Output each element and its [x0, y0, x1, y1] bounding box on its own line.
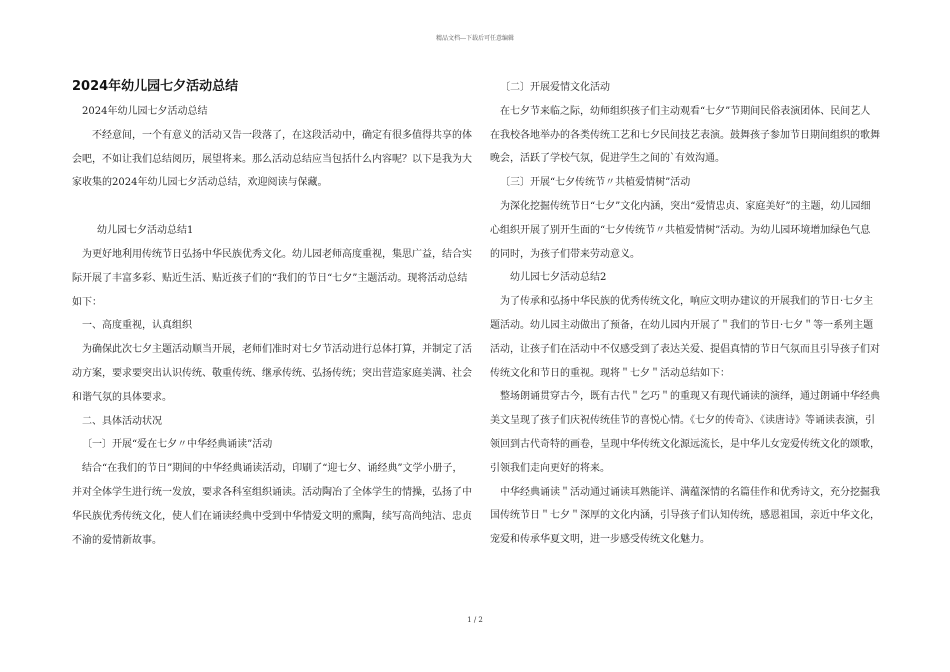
subheading-importance: 一、高度重视，认真组织 — [82, 320, 192, 332]
intro-paragraph: 不经意间，一个有意义的活动又告一段落了，在这段活动中，确定有很多值得共享的体会吧，不如让我们总结阅历，展望将来。那么活动总结应当包括什么内容呢？以下是我为大家收集的2024年幼儿园七夕活动总结，欢迎阅读与保藏。 — [72, 129, 472, 189]
paragraph-1: 为更好地利用传统节日弘扬中华民族优秀文化。幼儿园老师高度重视，集思广益，结合实际开展了丰富多彩、贴近生活、贴近孩子们的“我们的节日“七夕”主题活动。现将活动总结如下： — [72, 248, 472, 308]
paragraph-3: 结合“在我们的节日”期间的中华经典诵读活动，印刷了“迎七夕、诵经典”文学小册子，并对全体学生进行统一发放，要求各科室组织诵读。活动陶冶了全体学生的情操，弘扬了中华民族优秀传统文化，使人们在诵读经典中受到中华情爱文明的熏陶，续写高尚纯洁、忠贞不渝的爱情新故事。 — [72, 463, 472, 546]
page-number: 1 / 2 — [467, 616, 483, 624]
paragraph-7: 整场朗诵贯穿古今，既有古代＂乞巧＂的重现又有现代诵读的演绎，通过朗诵中华经典美文呈现了孩子们庆祝传统佳节的喜悦心情。《七夕的传奇》、《读唐诗》等诵读表演，引领回到古代奇特的画卷，呈现中华传统文化源远流长，是中华儿女宠爱传统文化的颂歌，引领我们走向更好的将来。 — [490, 391, 880, 474]
paragraph-2: 为确保此次七夕主题活动顺当开展，老师们准时对七夕节活动进行总体打算，并制定了活动方案，要求要突出认识传统、敬重传统、继承传统、弘扬传统；突出营造家庭美满、社会和谐气氛的具体要求。 — [72, 344, 472, 403]
subheading-love-tree: 〔三〕开展“七夕传统节〃共植爱情树”活动 — [500, 177, 691, 189]
paragraph-5: 为深化挖掘传统节日“七夕”文化内涵，突出“爱情忠贞、家庭美好”的主题，幼儿园细心组织开展了别开生面的“七夕传统节〃共植爱情树”活动。为幼儿园环境增加绿色气息的同时，为孩子们带来劳动意义。 — [490, 200, 871, 260]
left-column — [72, 76, 472, 552]
section-heading-1: 幼儿园七夕活动总结1 — [97, 225, 194, 237]
paragraph-4: 在七夕节来临之际，幼师组织孩子们主动观看“七夕”节期间民俗表演团体、民间艺人在我校各地举办的各类传统工艺和七夕民间技艺表演。鼓舞孩子参加节日期间组织的歌舞晚会，活跃了学校气氛，促进学生之间的`有效沟通。 — [490, 105, 880, 165]
subheading-love-culture: 〔二〕开展爱情文化活动 — [500, 82, 610, 93]
subheading-reading-activity: 〔一〕开展“爱在七夕〃中华经典诵读”活动 — [82, 439, 273, 451]
page-header-note: 精品文档---下载后可任意编辑 — [435, 35, 515, 42]
document-subtitle: 2024年幼儿园七夕活动总结 — [82, 106, 208, 117]
right-column — [490, 76, 880, 552]
paragraph-6: 为了传承和弘扬中华民族的优秀传统文化，响应文明办建议的开展我们的节日·七夕主题活动。幼儿园主动做出了预备，在幼儿园内开展了＂我们的节日·七夕＂等一系列主题活动，让孩子们在活动中不仅感受到了表达关爱、提倡真情的节日气氛而且引导孩子们对传统文化和节日的重视。现将＂七夕＂活动总结如下： — [490, 296, 880, 379]
subheading-activities: 二、具体活动状况 — [82, 415, 162, 427]
paragraph-8: 中华经典诵读＂活动通过诵读耳熟能详、满蕴深情的名篇佳作和优秀诗文，充分挖掘我国传统节日＂七夕＂深厚的文化内涵，引导孩子们认知传统，感恩祖国，亲近中华文化，宠爱和传承华夏文明，进一步感受传统文化魅力。 — [490, 486, 880, 546]
document-title: 2024年幼儿园七夕活动总结 — [72, 79, 239, 94]
section-heading-2: 幼儿园七夕活动总结2 — [510, 272, 607, 284]
